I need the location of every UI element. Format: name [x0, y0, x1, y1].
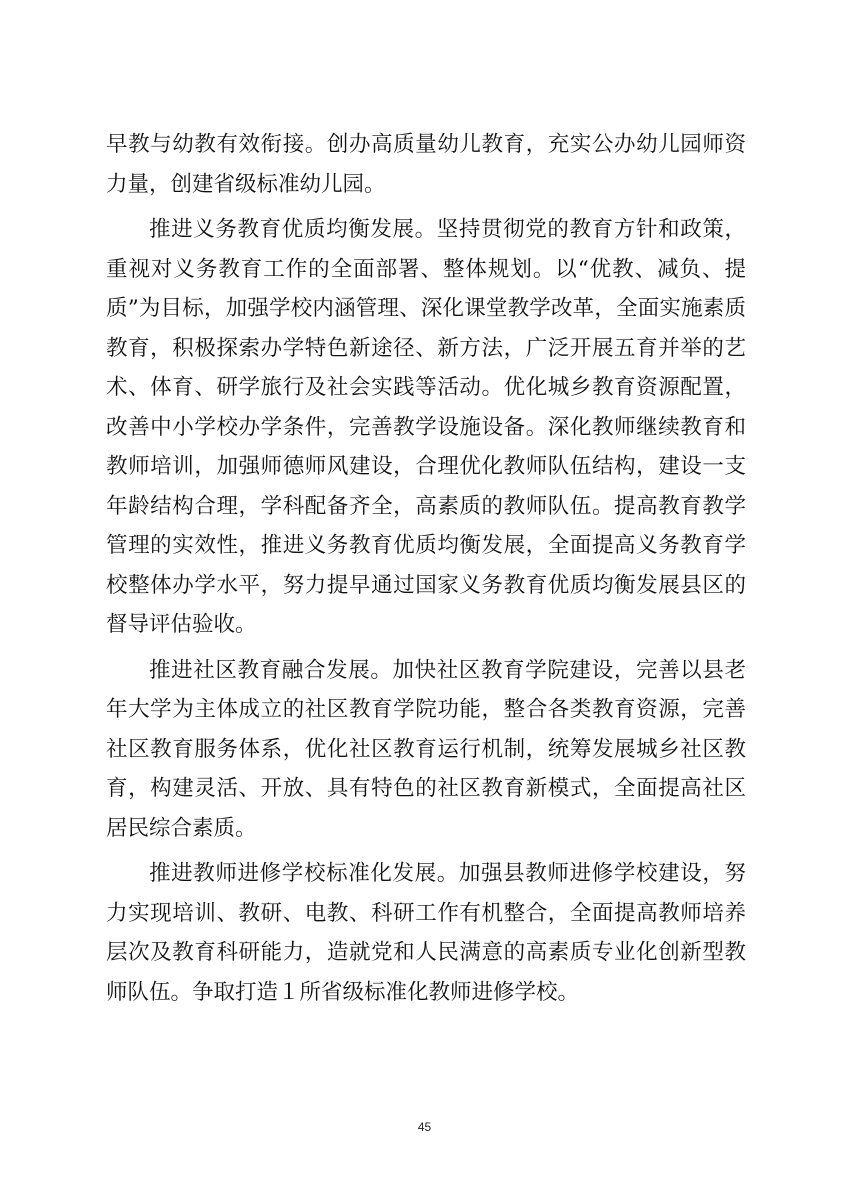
- paragraph-compulsory-education: 推进义务教育优质均衡发展。坚持贯彻党的教育方针和政策，重视对义务教育工作的全面部署、整体规划。以“优教、减负、提质”为目标，加强学校内涵管理、深化课堂教学改革，全面实施素质教育，积极探索办学特色新途径、新方法，广泛开展五育并举的艺术、体育、研学旅行及社会实践等活动。优化城乡教育资源配置，改善中小学校办学条件，完善教学设施设备。深化教师继续教育和教师培训，加强师德师风建设，合理优化教师队伍结构，建设一支年龄结构合理，学科配备齐全，高素质的教师队伍。提高教育教学管理的实效性，推进义务教育优质均衡发展，全面提高义务教育学校整体办学水平，努力提早通过国家义务教育优质均衡发展县区的督导评估验收。: [106, 217, 746, 637]
- paragraph-community-education: 推进社区教育融合发展。加快社区教育学院建设，完善以县老年大学为主体成立的社区教育学院功能，整合各类教育资源，完善社区教育服务体系，优化社区教育运行机制，统筹发展城乡社区教育，构建灵活、开放、具有特色的社区教育新模式，全面提高社区居民综合素质。: [106, 657, 746, 841]
- document-body: [106, 125, 746, 1018]
- paragraph-early-education: 早教与幼教有效衔接。创办高质量幼儿教育，充实公办幼儿园师资力量，创建省级标准幼儿园。: [106, 132, 746, 197]
- paragraph-teacher-training-school: 推进教师进修学校标准化发展。加强县教师进修学校建设，努力实现培训、教研、电教、科研工作有机整合，全面提高教师培养层次及教育科研能力，造就党和人民满意的高素质专业化创新型教师队伍。争取打造１所省级标准化教师进修学校。: [106, 861, 746, 1005]
- page-number: 45: [417, 1120, 432, 1134]
